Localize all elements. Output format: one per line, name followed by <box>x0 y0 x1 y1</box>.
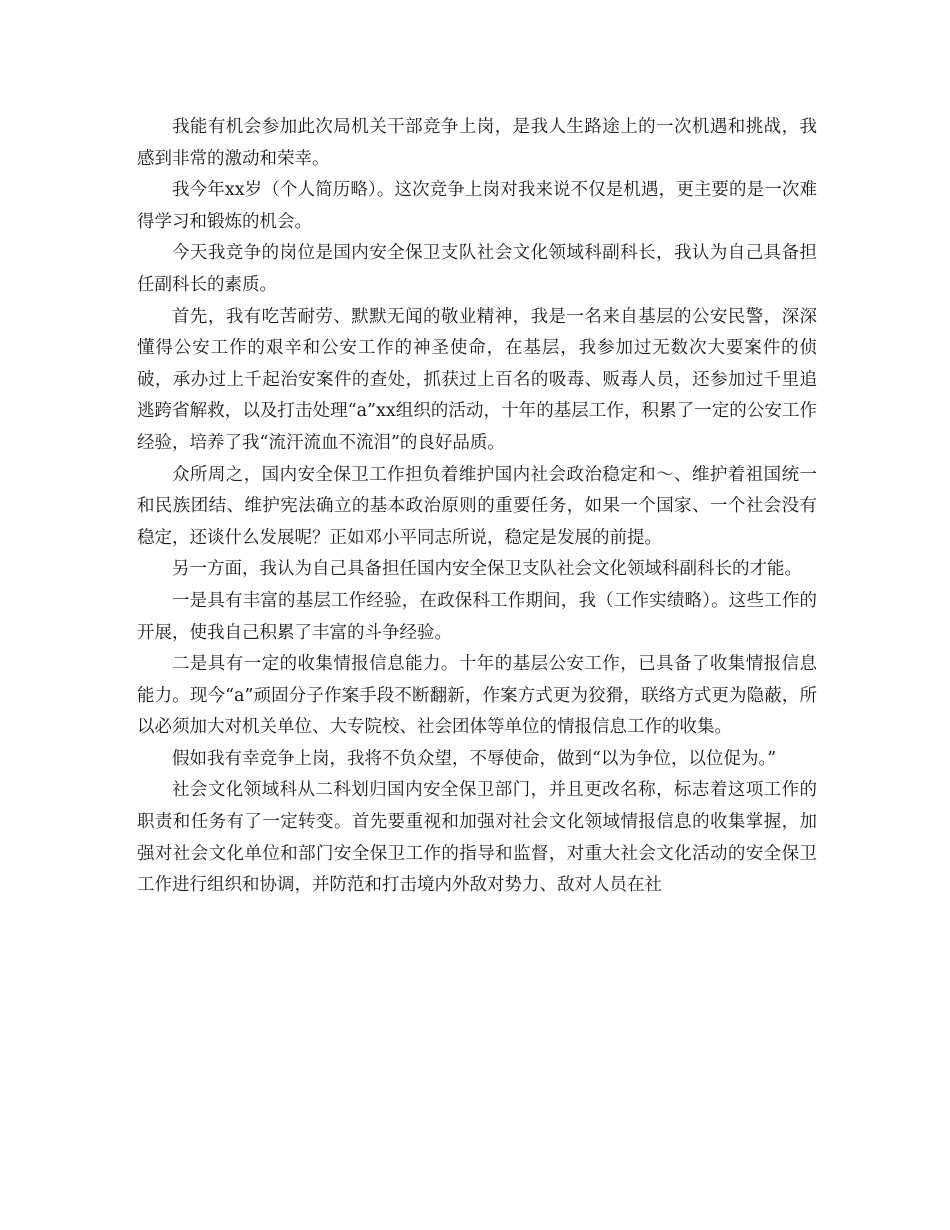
paragraph-2: 我今年xx岁（个人简历略）。这次竞争上岗对我来说不仅是机遇，更主要的是一次难得学习和锻炼的机会。 <box>137 180 817 232</box>
paragraph-6: 另一方面，我认为自己具备担任国内安全保卫支队社会文化领域科副科长的才能。 <box>172 559 802 580</box>
paragraph-1: 我能有机会参加此次局机关干部竞争上岗，是我人生路途上的一次机遇和挑战，我感到非常的激动和荣幸。 <box>137 117 817 169</box>
paragraph-8: 二是具有一定的收集情报信息能力。十年的基层公安工作，已具备了收集情报信息能力。现今“a”顽固分子作案手段不断翻新，作案方式更为狡猾，联络方式更为隐蔽，所以必须加大对机关单位、大专院校、社会团体等单位的情报信息工作的收集。 <box>137 654 817 738</box>
paragraph-3: 今天我竞争的岗位是国内安全保卫支队社会文化领域科副科长，我认为自己具备担任副科长的素质。 <box>137 243 817 295</box>
paragraph-5: 众所周之，国内安全保卫工作担负着维护国内社会政治稳定和～、维护着祖国统一和民族团结、维护宪法确立的基本政治原则的重要任务，如果一个国家、一个社会没有稳定，还谈什么发展呢？正如邓小平同志所说，稳定是发展的前提。 <box>137 464 817 548</box>
paragraph-4: 首先，我有吃苦耐劳、默默无闻的敬业精神，我是一名来自基层的公安民警，深深懂得公安工作的艰辛和公安工作的神圣使命，在基层，我参加过无数次大要案件的侦破，承办过上千起治安案件的查处，抓获过上百名的吸毒、贩毒人员，还参加过千里追逃跨省解救，以及打击处理“a”xx组织的活动，十年的基层工作，积累了一定的公安工作经验，培养了我“流汗流血不流泪”的良好品质。 <box>137 306 817 453</box>
paragraph-9: 假如我有幸竞争上岗，我将不负众望，不辱使命，做到“以为争位，以位促为。” <box>172 748 777 769</box>
paragraph-10: 社会文化领域科从二科划归国内安全保卫部门，并且更改名称，标志着这项工作的职责和任务有了一定转变。首先要重视和加强对社会文化领域情报信息的收集掌握，加强对社会文化单位和部门安全保卫工作的指导和监督，对重大社会文化活动的安全保卫工作进行组织和协调，并防范和打击境内外敌对势力、敌对人员在社 <box>137 780 817 896</box>
paragraph-7: 一是具有丰富的基层工作经验，在政保科工作期间，我（工作实绩略）。这些工作的开展，使我自己积累了丰富的斗争经验。 <box>137 590 817 643</box>
document-body <box>137 112 817 902</box>
